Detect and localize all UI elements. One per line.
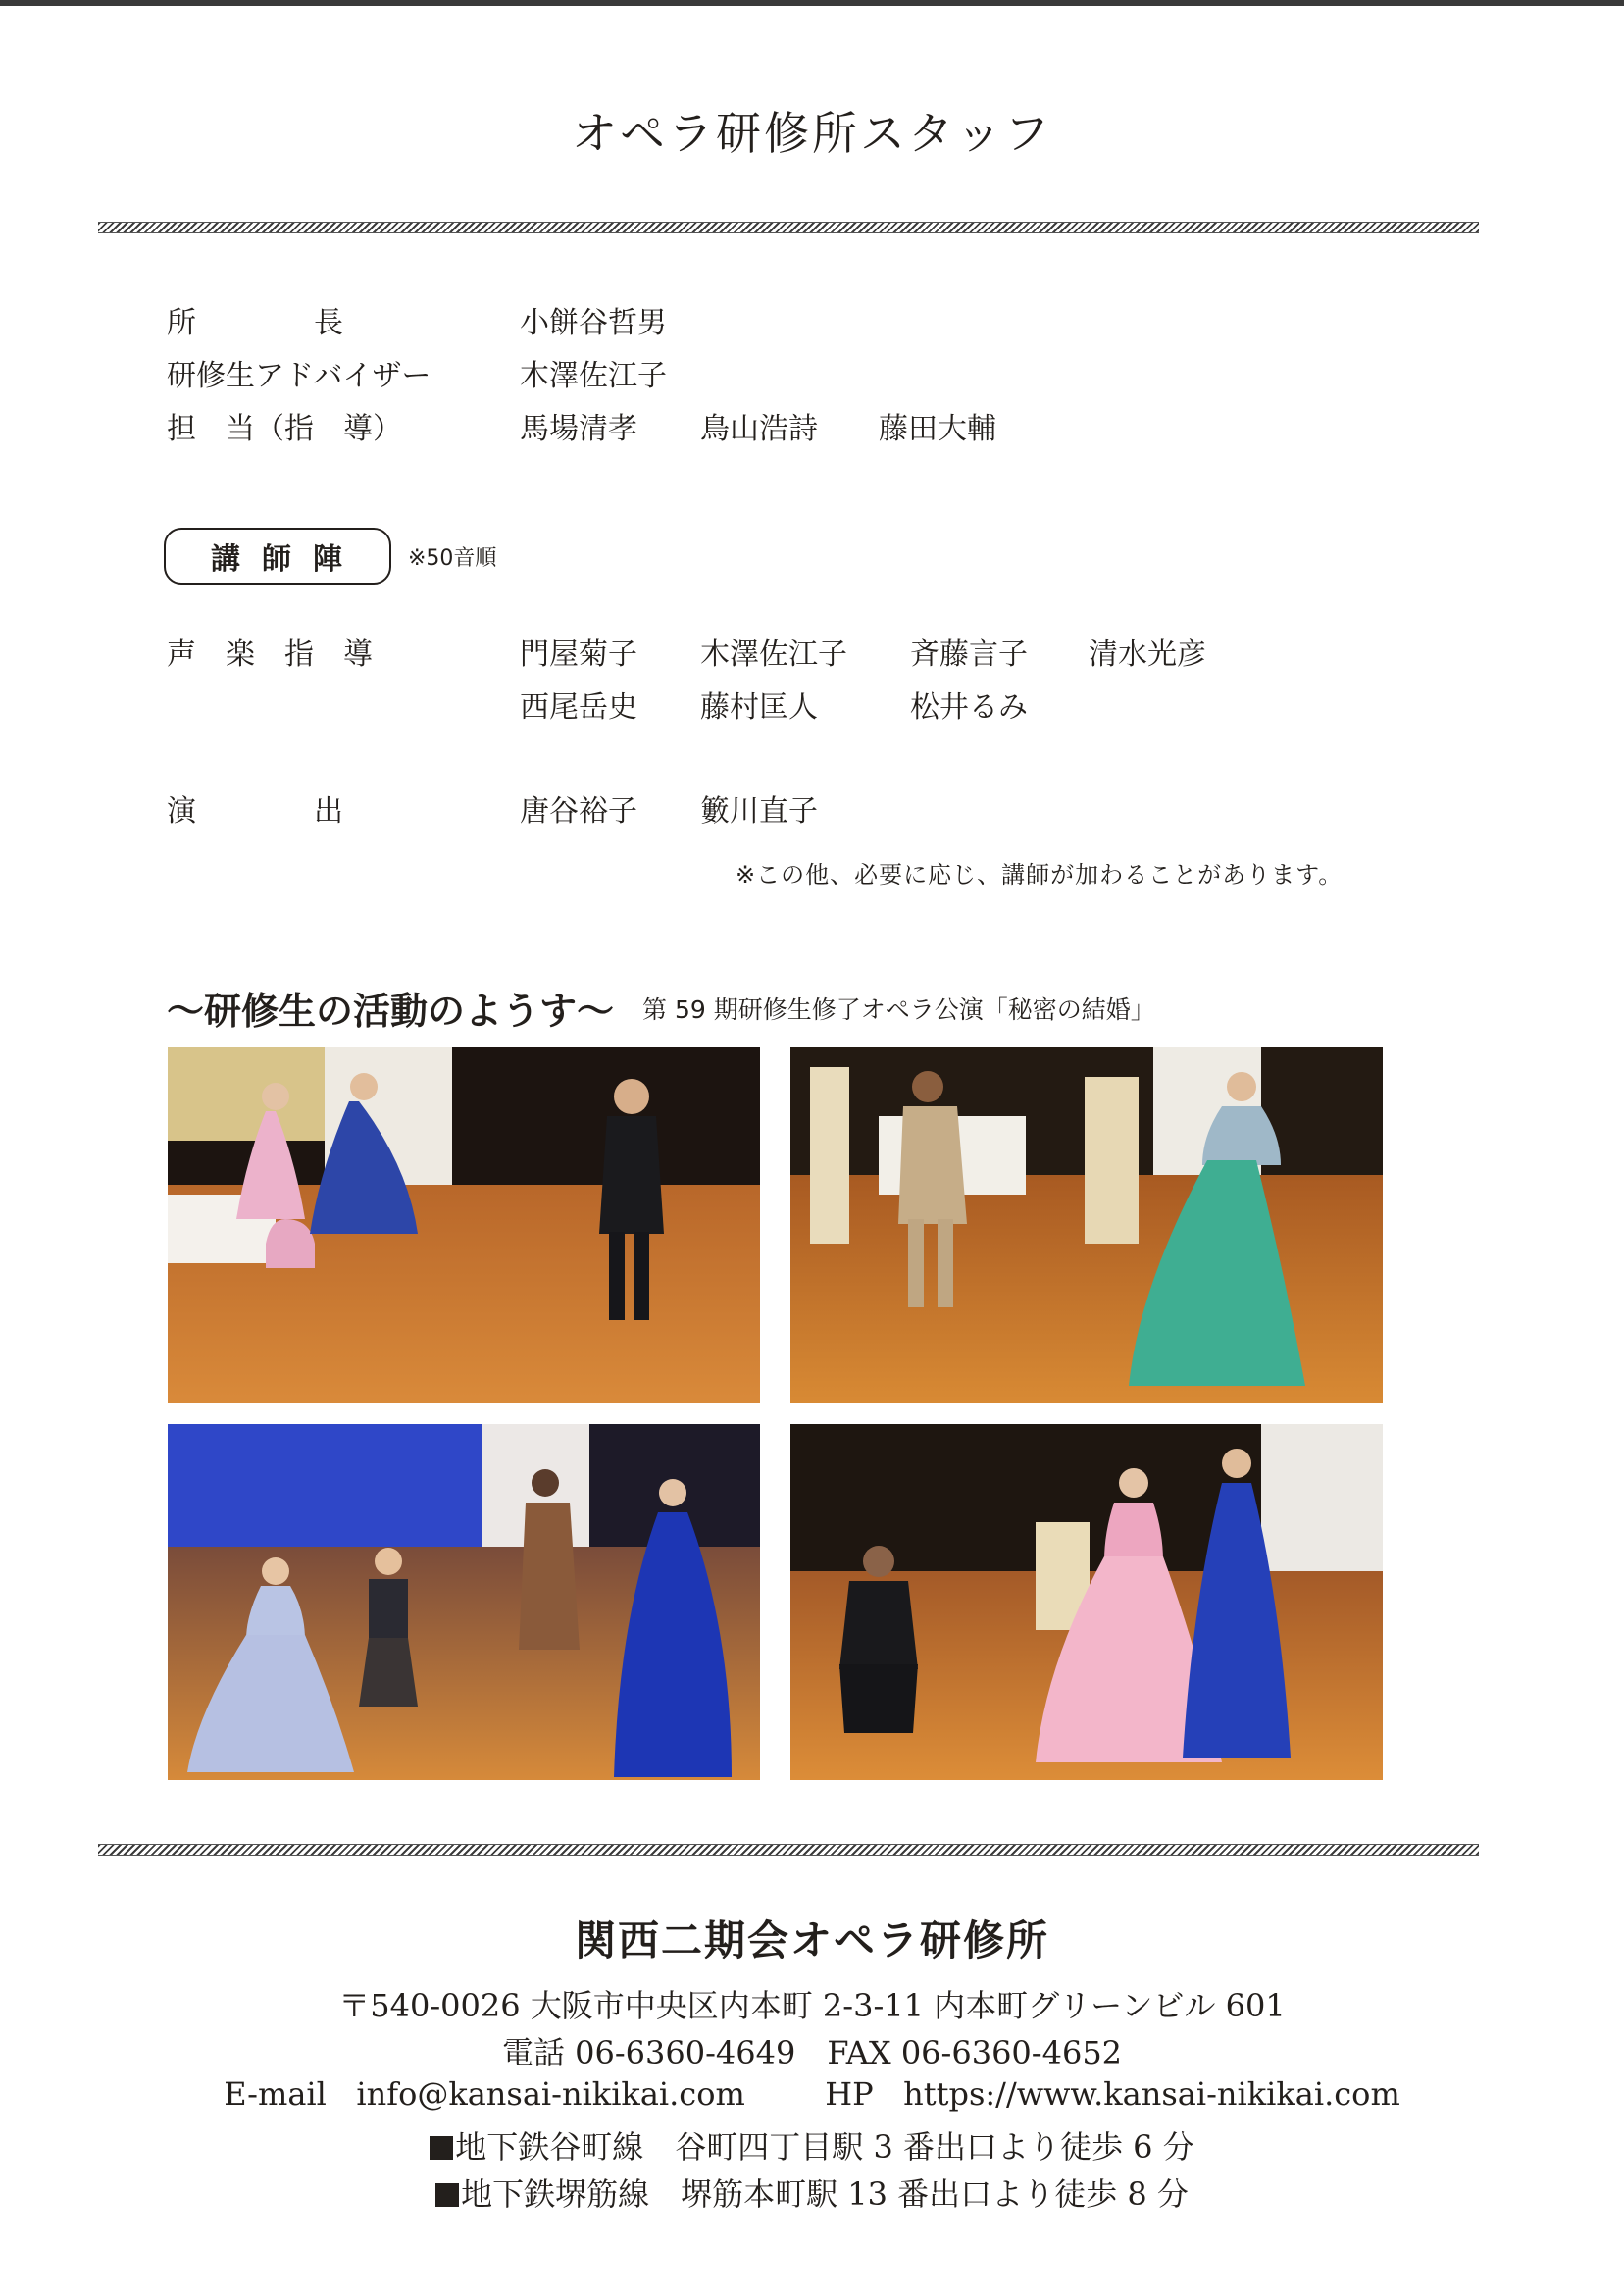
vocal-teacher: 松井るみ [910, 690, 1028, 725]
faculty-heading: 講師陣 [164, 528, 391, 585]
faculty-order-note: ※50音順 [408, 546, 497, 571]
top-border [0, 0, 1624, 6]
staff-name: 藤田大輔 [879, 412, 996, 446]
organization-name: 関西二期会オペラ研修所 [574, 1916, 1049, 1964]
email-link[interactable]: info@kansai-nikikai.com [356, 2075, 745, 2113]
decorative-divider-top [98, 222, 1479, 233]
access-line-2 [0, 2169, 1624, 2215]
director-name: 籔川直子 [700, 794, 818, 829]
direction-label: 演 出 [167, 794, 343, 829]
director-name: 唐谷裕子 [520, 794, 637, 829]
vocal-teacher: 木澤佐江子 [700, 637, 847, 672]
decorative-divider-bottom [98, 1844, 1479, 1856]
stage-photo-1 [168, 1047, 760, 1403]
vocal-teacher: 藤村匡人 [700, 690, 818, 725]
access-text: 地下鉄堺筋線 堺筋本町駅 13 番出口より徒歩 8 分 [461, 2175, 1189, 2213]
square-bullet-icon [435, 2183, 459, 2207]
stage-photo-2 [790, 1047, 1383, 1403]
email-label: E-mail [224, 2075, 327, 2113]
access-line-1 [0, 2122, 1624, 2167]
staff-name: 鳥山浩詩 [700, 412, 818, 446]
stage-photo-4 [790, 1424, 1383, 1780]
staff-name: 馬場清孝 [520, 412, 637, 446]
access-text: 地下鉄谷町線 谷町四丁目駅 3 番出口より徒歩 6 分 [455, 2128, 1194, 2166]
staff-name: 小餅谷哲男 [520, 306, 667, 340]
vocal-teacher: 清水光彦 [1089, 637, 1206, 672]
square-bullet-icon [430, 2136, 453, 2160]
address: 〒540-0026 大阪市中央区内本町 2-3-11 内本町グリーンビル 601 [338, 1987, 1286, 2024]
phone-fax: 電話 06-6360-4649 FAX 06-6360-4652 [501, 2034, 1123, 2071]
vocal-label: 声 楽 指 導 [167, 637, 373, 672]
contact-line [0, 2075, 1624, 2113]
activity-subtitle: 第 59 期研修生修了オペラ公演「秘密の結婚」 [642, 995, 1155, 1024]
page-title: オペラ研修所スタッフ [572, 107, 1052, 160]
staff-name: 木澤佐江子 [520, 359, 667, 393]
staff-label-director: 所 長 [167, 306, 343, 340]
hp-label: HP [825, 2075, 874, 2113]
stage-photo-3 [168, 1424, 760, 1780]
faculty-footnote: ※この他、必要に応じ、講師が加わることがあります。 [736, 861, 1344, 889]
staff-label-instruction: 担 当（指 導） [167, 412, 402, 446]
staff-label-advisor: 研修生アドバイザー [167, 359, 431, 393]
activity-title: 〜研修生の活動のようす〜 [167, 990, 615, 1033]
vocal-teacher: 西尾岳史 [520, 690, 637, 725]
vocal-teacher: 門屋菊子 [520, 637, 637, 672]
vocal-teacher: 斉藤言子 [910, 637, 1028, 672]
website-link[interactable]: https://www.kansai-nikikai.com [903, 2075, 1400, 2113]
